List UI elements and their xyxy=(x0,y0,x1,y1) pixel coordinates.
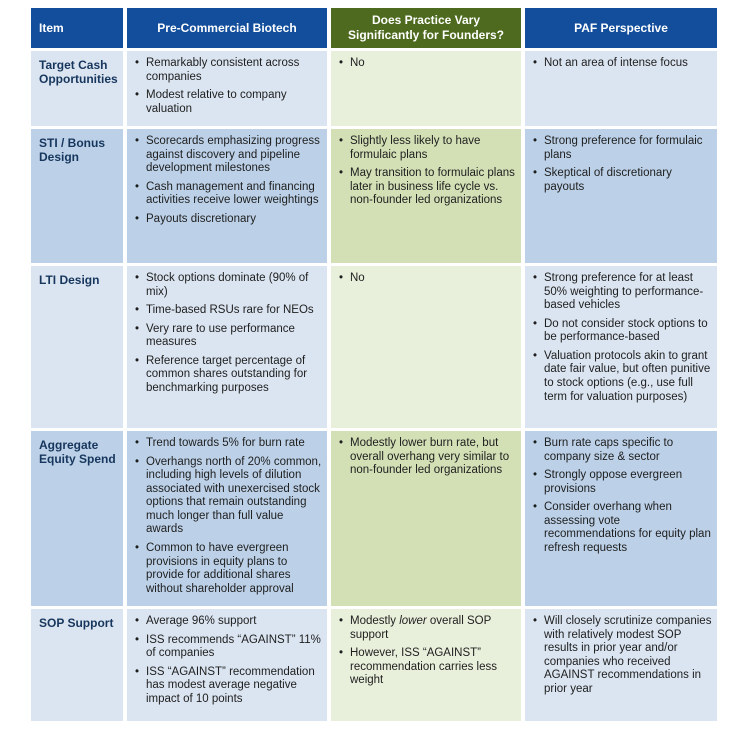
bullet-list xyxy=(135,135,322,226)
table-body xyxy=(31,51,717,721)
founder-variation-cell xyxy=(331,51,521,126)
bullet-item: • Average 96% support xyxy=(135,615,322,629)
bullet-list xyxy=(533,57,712,71)
bullet-list xyxy=(533,437,712,556)
pre-commercial-biotech-cell xyxy=(127,431,327,606)
table-row xyxy=(31,51,717,126)
bullet-list xyxy=(135,615,322,706)
bullet-list xyxy=(135,57,322,116)
table-row xyxy=(31,431,717,606)
bullet-item: • Cash management and financing activities receive lower weightings xyxy=(135,181,322,208)
bullet-item: • Modestly lower overall SOP support xyxy=(339,615,516,642)
item-cell: SOP Support xyxy=(31,609,123,721)
bullet-item: • No xyxy=(339,57,516,71)
bullet-item: • However, ISS “AGAINST” recommendation carries less weight xyxy=(339,647,516,688)
founder-variation-cell xyxy=(331,609,521,721)
bullet-item: • ISS recommends “AGAINST” 11% of companies xyxy=(135,634,322,661)
item-cell: LTI Design xyxy=(31,266,123,428)
bullet-item: • Time-based RSUs rare for NEOs xyxy=(135,304,322,318)
bullet-item: • Will closely scrutinize companies with relatively modest SOP results in prior year and/or companies who received AGAINST recommendations in prior year xyxy=(533,615,712,696)
pre-commercial-biotech-cell xyxy=(127,51,327,126)
bullet-item: • Stock options dominate (90% of mix) xyxy=(135,272,322,299)
bullet-item: • Trend towards 5% for burn rate xyxy=(135,437,322,451)
bullet-item: • Reference target percentage of common shares outstanding for benchmarking purposes xyxy=(135,355,322,396)
bullet-item: • Common to have evergreen provisions in equity plans to provide for additional shares without shareholder approval xyxy=(135,542,322,596)
column-header-founder-variation: Does Practice Vary Significantly for Founders? xyxy=(331,8,521,48)
bullet-list xyxy=(339,272,516,286)
comparison-table xyxy=(27,5,721,724)
bullet-list xyxy=(339,135,516,208)
bullet-item: • ISS “AGAINST” recommendation has modest average negative impact of 10 points xyxy=(135,666,322,707)
bullet-list xyxy=(135,272,322,396)
founder-variation-cell xyxy=(331,431,521,606)
bullet-item: • No xyxy=(339,272,516,286)
header-row xyxy=(31,8,717,48)
bullet-list xyxy=(339,437,516,478)
paf-perspective-cell xyxy=(525,431,717,606)
bullet-item: • Strong preference for formulaic plans xyxy=(533,135,712,162)
bullet-item: • Burn rate caps specific to company size & sector xyxy=(533,437,712,464)
bullet-item: • Remarkably consistent across companies xyxy=(135,57,322,84)
item-cell: Aggregate Equity Spend xyxy=(31,431,123,606)
bullet-item: • Scorecards emphasizing progress against discovery and pipeline development milestones xyxy=(135,135,322,176)
paf-perspective-cell xyxy=(525,266,717,428)
bullet-list xyxy=(339,615,516,688)
bullet-list xyxy=(533,615,712,696)
pre-commercial-biotech-cell xyxy=(127,129,327,263)
bullet-item: • Slightly less likely to have formulaic plans xyxy=(339,135,516,162)
bullet-item: • May transition to formulaic plans later in business life cycle vs. non-founder led organizations xyxy=(339,167,516,208)
bullet-item: • Very rare to use performance measures xyxy=(135,323,322,350)
bullet-item: • Strongly oppose evergreen provisions xyxy=(533,469,712,496)
founder-variation-cell xyxy=(331,266,521,428)
item-cell: Target Cash Opportunities xyxy=(31,51,123,126)
paf-perspective-cell xyxy=(525,609,717,721)
pre-commercial-biotech-cell xyxy=(127,266,327,428)
bullet-item: • Skeptical of discretionary payouts xyxy=(533,167,712,194)
bullet-item: • Payouts discretionary xyxy=(135,213,322,227)
table-row xyxy=(31,129,717,263)
paf-perspective-cell xyxy=(525,51,717,126)
table-row xyxy=(31,266,717,428)
table-row xyxy=(31,609,717,721)
bullet-item: • Not an area of intense focus xyxy=(533,57,712,71)
bullet-item: • Modestly lower burn rate, but overall overhang very similar to non-founder led organizations xyxy=(339,437,516,478)
founder-variation-cell xyxy=(331,129,521,263)
bullet-item: • Modest relative to company valuation xyxy=(135,89,322,116)
bullet-item: • Valuation protocols akin to grant date fair value, but often punitive to stock options (e.g., use full term for valuation purposes) xyxy=(533,350,712,404)
bullet-item: • Overhangs north of 20% common, including high levels of dilution associated with unexercised stock options that remain outstanding much longer than full value awards xyxy=(135,456,322,537)
column-header-pre-commercial-biotech: Pre-Commercial Biotech xyxy=(127,8,327,48)
column-header-paf-perspective: PAF Perspective xyxy=(525,8,717,48)
paf-perspective-cell xyxy=(525,129,717,263)
bullet-list xyxy=(339,57,516,71)
bullet-list xyxy=(135,437,322,596)
bullet-list xyxy=(533,135,712,194)
bullet-item: • Do not consider stock options to be performance-based xyxy=(533,318,712,345)
bullet-item: • Consider overhang when assessing vote recommendations for equity plan refresh requests xyxy=(533,501,712,555)
pre-commercial-biotech-cell xyxy=(127,609,327,721)
column-header-item: Item xyxy=(31,8,123,48)
item-cell: STI / Bonus Design xyxy=(31,129,123,263)
bullet-item: • Strong preference for at least 50% weighting to performance-based vehicles xyxy=(533,272,712,313)
bullet-list xyxy=(533,272,712,404)
